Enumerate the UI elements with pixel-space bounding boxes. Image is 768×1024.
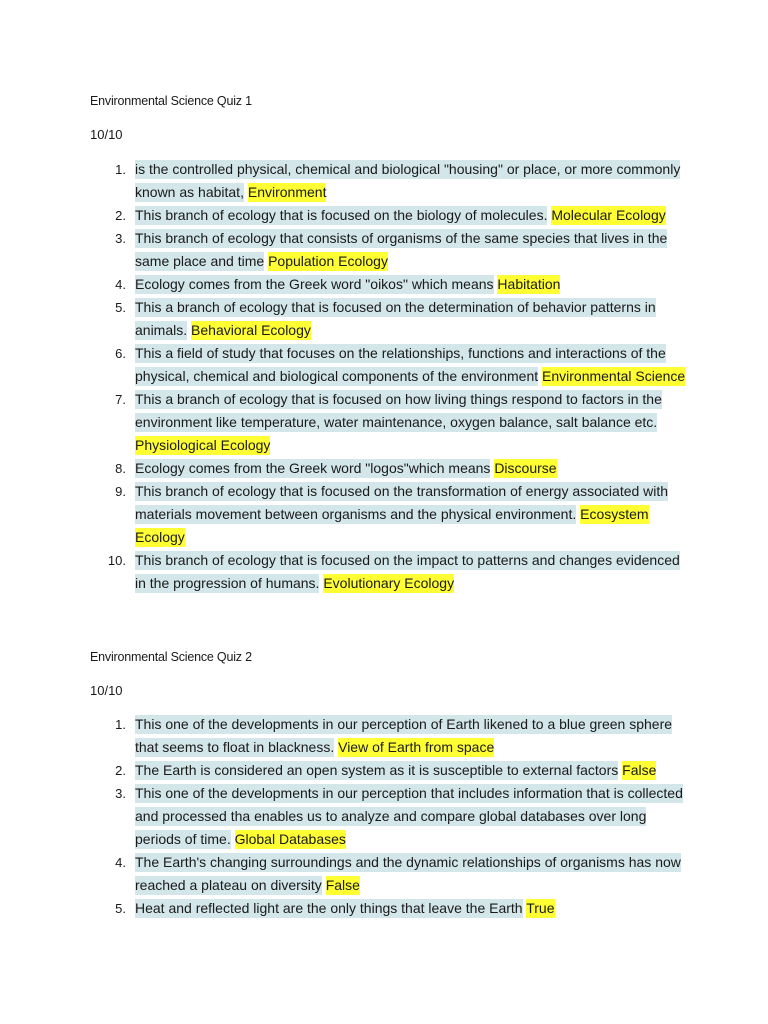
answer-text: True	[526, 900, 555, 916]
question-item	[0, 759, 768, 782]
question-text: This branch of ecology that is focused on the impact to patterns and changes evidenced in the progression of humans.	[135, 552, 680, 591]
question-text: Ecology comes from the Greek word "oikos" which means	[135, 276, 494, 292]
question-item	[0, 296, 768, 342]
quiz-1-title: Environmental Science Quiz 1	[90, 94, 252, 108]
question-number: 8.	[115, 461, 126, 476]
question-number: 3.	[115, 231, 126, 246]
question-number: 1.	[115, 162, 126, 177]
question-item	[0, 388, 768, 457]
answer-text: Global Databases	[234, 831, 346, 847]
question-number: 9.	[115, 484, 126, 499]
question-number: 3.	[115, 786, 126, 801]
quiz-2-title: Environmental Science Quiz 2	[90, 650, 252, 664]
question-item	[0, 782, 768, 851]
question-item	[0, 273, 768, 296]
answer-text: View of Earth from space	[338, 739, 495, 755]
quiz-1-question-list	[0, 158, 768, 595]
question-text: This branch of ecology that is focused on the biology of molecules.	[135, 207, 548, 223]
question-number: 5.	[115, 300, 126, 315]
question-number: 7.	[115, 392, 126, 407]
answer-text: Environmental Science	[542, 368, 686, 384]
answer-text: Environment	[247, 184, 327, 200]
quiz-1-score: 10/10	[90, 127, 123, 142]
question-item	[0, 713, 768, 759]
answer-text: Population Ecology	[268, 253, 388, 269]
question-item	[0, 851, 768, 897]
question-text: Ecology comes from the Greek word "logos"which means	[135, 460, 491, 476]
quiz-2-score: 10/10	[90, 683, 123, 698]
question-number: 10.	[107, 553, 126, 568]
question-text: This one of the developments in our perception of Earth likened to a blue green sphere that seems to float in blackness.	[135, 716, 673, 755]
question-number: 4.	[115, 855, 126, 870]
question-number: 4.	[115, 277, 126, 292]
answer-text: Physiological Ecology	[135, 437, 271, 453]
question-item	[0, 204, 768, 227]
question-number: 1.	[115, 717, 126, 732]
answer-text: False	[622, 762, 657, 778]
question-number: 2.	[115, 763, 126, 778]
question-item	[0, 342, 768, 388]
question-item	[0, 897, 768, 920]
question-text: The Earth's changing surroundings and the dynamic relationships of organisms has now reached a plateau on diversity	[135, 854, 681, 893]
answer-text: False	[325, 877, 360, 893]
question-item	[0, 457, 768, 480]
question-text: is the controlled physical, chemical and biological "housing" or place, or more commonly known as habitat,	[135, 161, 681, 200]
question-text: This a field of study that focuses on the relationships, functions and interactions of the physical, chemical and biological components of the environment	[135, 345, 666, 384]
question-text: This one of the developments in our perception that includes information that is collected and processed tha enables us to analyze and compare global databases over long periods of time.	[135, 785, 683, 847]
question-text: This branch of ecology that is focused on the transformation of energy associated with materials movement between organisms and the physical environment.	[135, 483, 669, 522]
answer-text: Discourse	[494, 460, 557, 476]
question-number: 5.	[115, 901, 126, 916]
question-number: 6.	[115, 346, 126, 361]
question-item	[0, 158, 768, 204]
question-text: The Earth is considered an open system as it is susceptible to external factors	[135, 762, 619, 778]
question-text: Heat and reflected light are the only things that leave the Earth	[135, 900, 523, 916]
question-text: This a branch of ecology that is focused on how living things respond to factors in the environment like temperature, water maintenance, oxygen balance, salt balance etc.	[135, 391, 662, 430]
quiz-2-question-list	[0, 713, 768, 920]
question-text: This branch of ecology that consists of organisms of the same species that lives in the same place and time	[135, 230, 668, 269]
answer-text: Habitation	[497, 276, 561, 292]
answer-text: Molecular Ecology	[551, 207, 666, 223]
question-number: 2.	[115, 208, 126, 223]
question-item	[0, 227, 768, 273]
answer-text: Evolutionary Ecology	[323, 575, 455, 591]
answer-text: Ecosystem Ecology	[135, 506, 649, 545]
question-text: This a branch of ecology that is focused on the determination of behavior patterns in animals.	[135, 299, 656, 338]
answer-text: Behavioral Ecology	[191, 322, 311, 338]
question-item	[0, 480, 768, 549]
question-item	[0, 549, 768, 595]
